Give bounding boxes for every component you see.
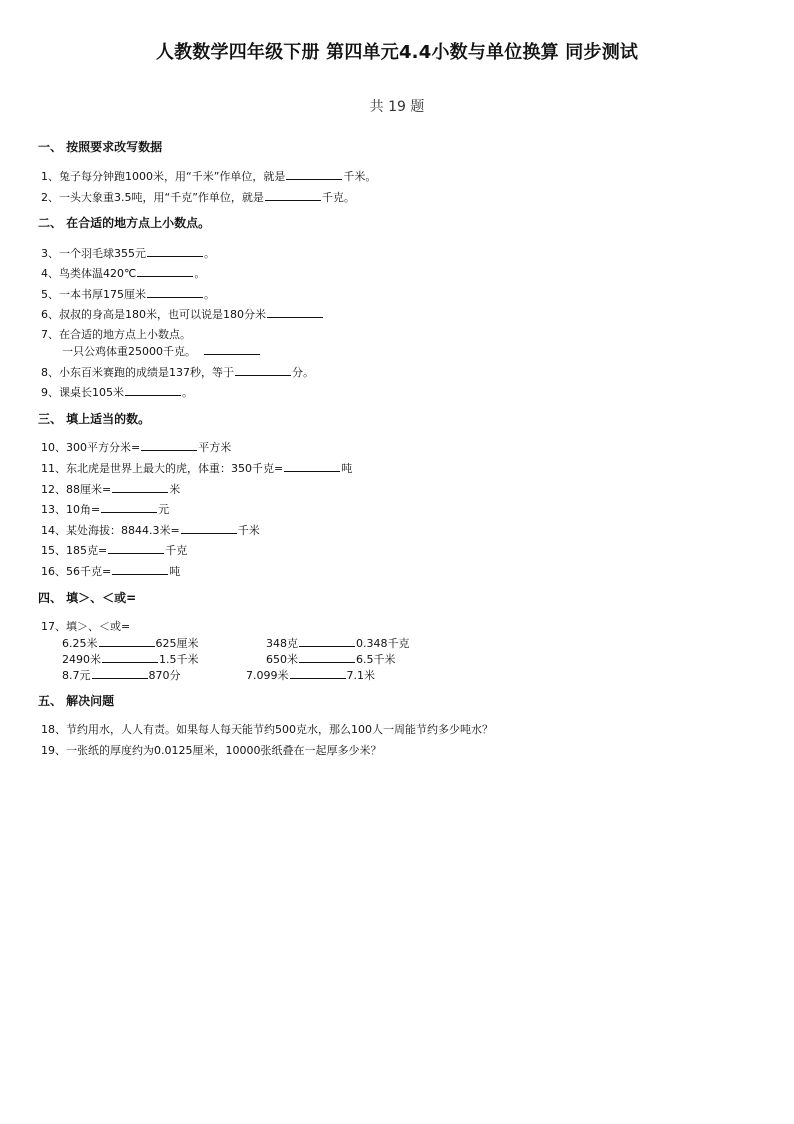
question-text: 17、填＞、＜或=	[41, 620, 131, 633]
question-text: 8、小东百米赛跑的成绩是137秒，等于	[41, 366, 234, 379]
question-text: 千克。	[321, 191, 355, 204]
answer-blank[interactable]	[286, 169, 342, 180]
question-text: 7、在合适的地方点上小数点。	[41, 328, 191, 341]
answer-blank[interactable]	[299, 652, 355, 663]
question-text: 分。	[292, 366, 314, 379]
question-text: 9、课桌长105米	[41, 386, 124, 399]
section-heading-1: 一、 按照要求改写数据	[38, 140, 163, 154]
question-text: 。	[204, 288, 215, 301]
question-text: 平方米	[198, 441, 232, 454]
question-text: 。	[182, 386, 193, 399]
compare-right: 870分	[148, 669, 181, 682]
answer-blank[interactable]	[181, 523, 237, 534]
question-count: 共 19 题	[369, 99, 425, 115]
question-3	[41, 246, 215, 261]
question-8	[41, 365, 314, 380]
question-text: 18、节约用水，人人有责。如果每人每天能节约500克水，那么100人一周能节约多少吨水？	[41, 723, 493, 736]
compare-right: 7.1米	[346, 669, 375, 682]
answer-blank[interactable]	[284, 461, 340, 472]
question-6	[41, 307, 324, 322]
question-4	[41, 266, 205, 281]
compare-item	[266, 652, 396, 667]
answer-blank[interactable]	[265, 190, 321, 201]
question-text: 吨	[341, 462, 353, 475]
question-text: 14、某处海拔：8844.3米=	[41, 524, 180, 537]
compare-item	[62, 668, 181, 683]
answer-blank[interactable]	[299, 636, 355, 647]
compare-left: 2490米	[62, 653, 101, 666]
question-14	[41, 523, 260, 538]
question-text: 15、185克=	[41, 544, 108, 557]
question-2	[41, 190, 355, 205]
question-text: 6、叔叔的身高是180米，也可以说是180分米	[41, 308, 266, 321]
question-text: 米	[169, 483, 181, 496]
compare-item	[266, 636, 410, 651]
compare-right: 0.348千克	[356, 637, 410, 650]
section-heading-3: 三、 填上适当的数。	[38, 412, 151, 426]
question-15	[41, 543, 187, 558]
question-text: 元	[158, 503, 170, 516]
answer-blank[interactable]	[112, 564, 168, 575]
answer-blank[interactable]	[92, 668, 148, 679]
question-text: 16、56千克=	[41, 565, 112, 578]
question-7-subline	[62, 344, 261, 359]
answer-blank[interactable]	[101, 502, 157, 513]
answer-blank[interactable]	[108, 543, 164, 554]
answer-blank[interactable]	[102, 652, 158, 663]
question-11	[41, 461, 352, 476]
question-text: 千米。	[343, 170, 377, 183]
question-text: 12、88厘米=	[41, 483, 112, 496]
question-19	[41, 744, 381, 758]
answer-blank[interactable]	[290, 668, 346, 679]
question-text: 。	[194, 267, 206, 280]
compare-left: 8.7元	[62, 669, 91, 682]
answer-blank[interactable]	[125, 385, 181, 396]
question-text: 4、鸟类体温420℃	[41, 267, 137, 280]
question-text: 11、东北虎是世界上最大的虎，体重：350千克=	[41, 462, 284, 475]
question-text: 2、一头大象重3.5吨，用“千克”作单位，就是	[41, 191, 264, 204]
question-text: 千米	[237, 524, 260, 537]
question-text: 5、一本书厚175厘米	[41, 288, 146, 301]
question-13	[41, 502, 169, 517]
question-7	[41, 328, 191, 342]
section-heading-5: 五、 解决问题	[38, 694, 115, 708]
question-text: 。	[204, 247, 215, 260]
compare-left: 348克	[266, 637, 298, 650]
question-text: 10、300平方分米=	[41, 441, 141, 454]
answer-blank[interactable]	[99, 636, 155, 647]
question-17	[41, 620, 130, 634]
answer-blank[interactable]	[112, 482, 168, 493]
compare-left: 7.099米	[246, 669, 289, 682]
question-5	[41, 287, 215, 302]
compare-right: 6.5千米	[356, 653, 396, 666]
answer-blank[interactable]	[137, 266, 193, 277]
section-heading-4: 四、 填＞、＜或=	[38, 591, 137, 605]
question-1	[41, 169, 376, 184]
question-text: 13、10角=	[41, 503, 101, 516]
question-9	[41, 385, 193, 400]
answer-blank[interactable]	[141, 440, 197, 451]
question-10	[41, 440, 231, 455]
question-text: 千克	[165, 544, 188, 557]
question-text: 19、一张纸的厚度约为0.0125厘米，10000张纸叠在一起厚多少米？	[41, 744, 382, 757]
page-title: 人教数学四年级下册 第四单元4.4小数与单位换算 同步测试	[155, 42, 639, 63]
compare-left: 650米	[266, 653, 298, 666]
answer-blank[interactable]	[147, 287, 203, 298]
answer-blank[interactable]	[267, 307, 323, 318]
compare-item	[62, 636, 199, 651]
question-12	[41, 482, 180, 497]
question-text: 3、一个羽毛球355元	[41, 247, 146, 260]
question-18	[41, 723, 493, 737]
compare-item	[62, 652, 199, 667]
question-text: 吨	[169, 565, 181, 578]
compare-right: 625厘米	[155, 637, 199, 650]
answer-blank[interactable]	[204, 344, 260, 355]
section-heading-2: 二、 在合适的地方点上小数点。	[38, 216, 211, 230]
answer-blank[interactable]	[147, 246, 203, 257]
question-16	[41, 564, 180, 579]
compare-left: 6.25米	[62, 637, 98, 650]
answer-blank[interactable]	[235, 365, 291, 376]
compare-item	[246, 668, 375, 683]
question-text: 1、兔子每分钟跑1000米，用“千米”作单位，就是	[41, 170, 286, 183]
question-text: 一只公鸡体重25000千克。	[62, 345, 196, 358]
compare-right: 1.5千米	[159, 653, 199, 666]
